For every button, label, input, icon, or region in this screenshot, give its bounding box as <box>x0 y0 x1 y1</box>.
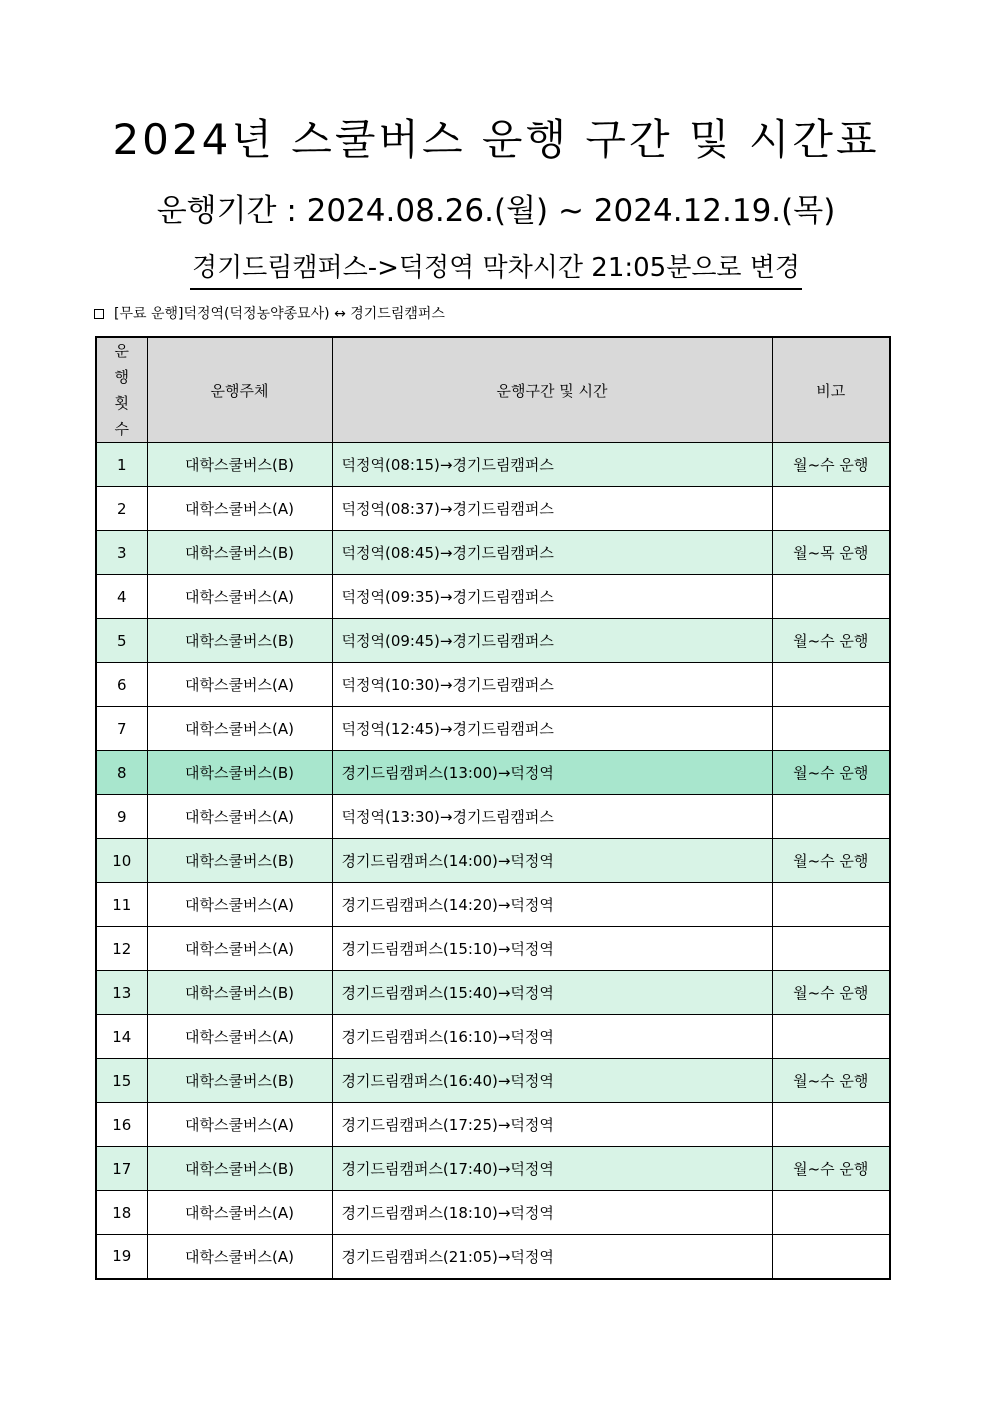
cell-run-number: 3 <box>96 531 147 575</box>
cell-run-number: 18 <box>96 1191 147 1235</box>
cell-operator: 대학스쿨버스(A) <box>147 575 332 619</box>
table-row <box>96 707 890 751</box>
table-row <box>96 751 890 795</box>
table-row <box>96 1059 890 1103</box>
cell-note: 월~수 운행 <box>772 443 890 487</box>
cell-note <box>772 1235 890 1279</box>
cell-run-number: 10 <box>96 839 147 883</box>
cell-note <box>772 707 890 751</box>
cell-route-time: 경기드림캠퍼스(14:20)→덕정역 <box>332 883 772 927</box>
cell-operator: 대학스쿨버스(A) <box>147 1235 332 1279</box>
cell-run-number: 13 <box>96 971 147 1015</box>
cell-note: 월~수 운행 <box>772 839 890 883</box>
cell-run-number: 12 <box>96 927 147 971</box>
table-row <box>96 619 890 663</box>
cell-operator: 대학스쿨버스(A) <box>147 795 332 839</box>
cell-operator: 대학스쿨버스(B) <box>147 1147 332 1191</box>
table-row <box>96 663 890 707</box>
cell-operator: 대학스쿨버스(B) <box>147 751 332 795</box>
header-count: 운행횟수 <box>96 337 147 443</box>
table-row <box>96 927 890 971</box>
cell-run-number: 15 <box>96 1059 147 1103</box>
section-label-text: [무료 운행]덕정역(덕정농약종묘사) ↔ 경기드림캠퍼스 <box>114 306 445 322</box>
cell-note <box>772 927 890 971</box>
cell-operator: 대학스쿨버스(B) <box>147 443 332 487</box>
cell-run-number: 19 <box>96 1235 147 1279</box>
table-row <box>96 1103 890 1147</box>
table-row <box>96 575 890 619</box>
table-row <box>96 443 890 487</box>
cell-operator: 대학스쿨버스(A) <box>147 707 332 751</box>
cell-route-time: 덕정역(08:15)→경기드림캠퍼스 <box>332 443 772 487</box>
cell-operator: 대학스쿨버스(A) <box>147 663 332 707</box>
cell-note: 월~수 운행 <box>772 1059 890 1103</box>
page-title: 2024년 스쿨버스 운행 구간 및 시간표 <box>112 115 880 164</box>
cell-route-time: 경기드림캠퍼스(17:25)→덕정역 <box>332 1103 772 1147</box>
cell-operator: 대학스쿨버스(B) <box>147 531 332 575</box>
table-row <box>96 1191 890 1235</box>
cell-run-number: 2 <box>96 487 147 531</box>
table-row <box>96 1147 890 1191</box>
cell-operator: 대학스쿨버스(B) <box>147 971 332 1015</box>
cell-route-time: 덕정역(09:35)→경기드림캠퍼스 <box>332 575 772 619</box>
cell-run-number: 4 <box>96 575 147 619</box>
cell-operator: 대학스쿨버스(A) <box>147 927 332 971</box>
table-row <box>96 1015 890 1059</box>
cell-run-number: 11 <box>96 883 147 927</box>
table-row <box>96 883 890 927</box>
checkbox-icon <box>94 309 104 319</box>
cell-route-time: 경기드림캠퍼스(16:40)→덕정역 <box>332 1059 772 1103</box>
cell-route-time: 덕정역(10:30)→경기드림캠퍼스 <box>332 663 772 707</box>
cell-note <box>772 1191 890 1235</box>
operation-period: 운행기간 : 2024.08.26.(월) ~ 2024.12.19.(목) <box>156 193 836 229</box>
schedule-change-notice: 경기드림캠퍼스->덕정역 막차시간 21:05분으로 변경 <box>190 248 802 290</box>
cell-operator: 대학스쿨버스(A) <box>147 1191 332 1235</box>
cell-run-number: 14 <box>96 1015 147 1059</box>
table-row <box>96 795 890 839</box>
cell-run-number: 17 <box>96 1147 147 1191</box>
cell-route-time: 경기드림캠퍼스(13:00)→덕정역 <box>332 751 772 795</box>
cell-route-time: 덕정역(13:30)→경기드림캠퍼스 <box>332 795 772 839</box>
cell-note: 월~수 운행 <box>772 1147 890 1191</box>
cell-route-time: 덕정역(09:45)→경기드림캠퍼스 <box>332 619 772 663</box>
cell-route-time: 경기드림캠퍼스(14:00)→덕정역 <box>332 839 772 883</box>
cell-note <box>772 883 890 927</box>
cell-note <box>772 1015 890 1059</box>
cell-route-time: 경기드림캠퍼스(15:40)→덕정역 <box>332 971 772 1015</box>
header-operator: 운행주체 <box>147 337 332 443</box>
cell-run-number: 9 <box>96 795 147 839</box>
notice-container <box>0 248 992 290</box>
cell-run-number: 1 <box>96 443 147 487</box>
table-row <box>96 487 890 531</box>
header-note: 비고 <box>772 337 890 443</box>
cell-operator: 대학스쿨버스(A) <box>147 1103 332 1147</box>
table-row <box>96 971 890 1015</box>
cell-run-number: 8 <box>96 751 147 795</box>
cell-operator: 대학스쿨버스(A) <box>147 487 332 531</box>
cell-route-time: 경기드림캠퍼스(18:10)→덕정역 <box>332 1191 772 1235</box>
cell-note <box>772 663 890 707</box>
cell-operator: 대학스쿨버스(B) <box>147 1059 332 1103</box>
cell-route-time: 덕정역(12:45)→경기드림캠퍼스 <box>332 707 772 751</box>
bus-schedule-table <box>95 336 891 1280</box>
header-route: 운행구간 및 시간 <box>332 337 772 443</box>
cell-note <box>772 1103 890 1147</box>
cell-route-time: 경기드림캠퍼스(15:10)→덕정역 <box>332 927 772 971</box>
cell-operator: 대학스쿨버스(A) <box>147 1015 332 1059</box>
cell-run-number: 5 <box>96 619 147 663</box>
table-row <box>96 839 890 883</box>
cell-note: 월~수 운행 <box>772 971 890 1015</box>
section-label <box>94 303 445 325</box>
cell-note: 월~수 운행 <box>772 619 890 663</box>
cell-note: 월~목 운행 <box>772 531 890 575</box>
table-body <box>96 443 890 1279</box>
cell-note <box>772 487 890 531</box>
cell-route-time: 경기드림캠퍼스(16:10)→덕정역 <box>332 1015 772 1059</box>
cell-note <box>772 795 890 839</box>
cell-route-time: 경기드림캠퍼스(17:40)→덕정역 <box>332 1147 772 1191</box>
cell-operator: 대학스쿨버스(A) <box>147 883 332 927</box>
cell-run-number: 16 <box>96 1103 147 1147</box>
cell-operator: 대학스쿨버스(B) <box>147 839 332 883</box>
table-row <box>96 1235 890 1279</box>
cell-run-number: 7 <box>96 707 147 751</box>
table-row <box>96 531 890 575</box>
cell-operator: 대학스쿨버스(B) <box>147 619 332 663</box>
cell-note <box>772 575 890 619</box>
table-header-row <box>96 337 890 443</box>
cell-note: 월~수 운행 <box>772 751 890 795</box>
cell-run-number: 6 <box>96 663 147 707</box>
cell-route-time: 덕정역(08:45)→경기드림캠퍼스 <box>332 531 772 575</box>
cell-route-time: 덕정역(08:37)→경기드림캠퍼스 <box>332 487 772 531</box>
cell-route-time: 경기드림캠퍼스(21:05)→덕정역 <box>332 1235 772 1279</box>
